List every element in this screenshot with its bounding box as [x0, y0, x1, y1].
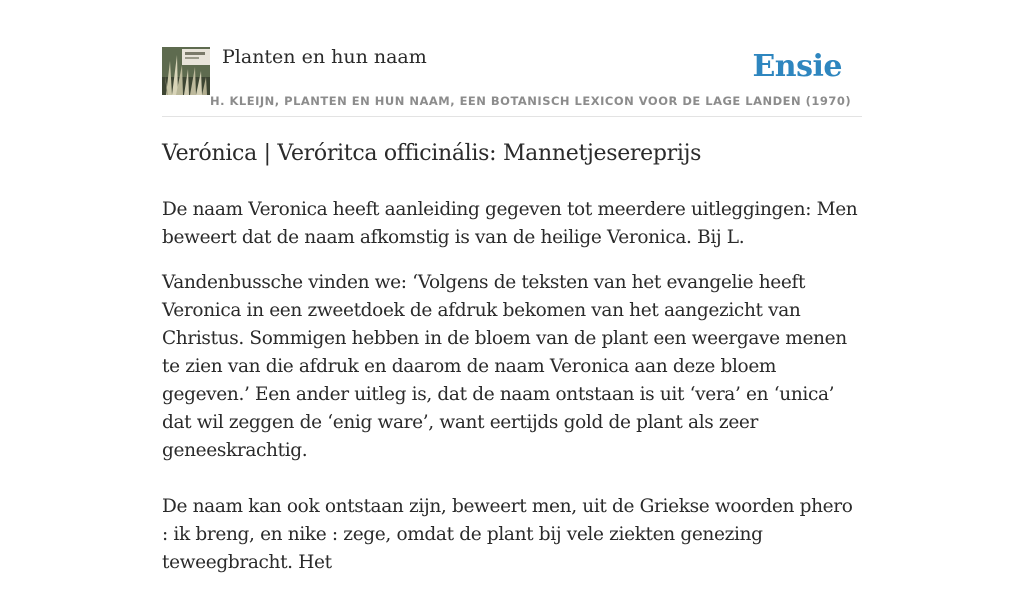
- entry-content: [162, 138, 862, 594]
- ensie-logo[interactable]: Ensie: [752, 49, 842, 84]
- header: [162, 44, 862, 117]
- entry-paragraph-2: Vandenbussche vinden we: ‘Volgens de teksten van het evangelie heeft Veronica in een zweetdoek de afdruk bekomen van het aangezicht van Christus. Sommigen hebben in de bloem van de plant een weergave menen te zien van die afdruk en daarom de naam Veronica aan deze bloem gegeven.’ Een ander uitleg is, dat de naam ontstaan is uit ‘vera’ en ‘unica’ dat wil zeggen de ‘enig ware’, want eertijds gold de plant als zeer geneeskrachtig.: [162, 272, 847, 461]
- entry-paragraph-3: De naam kan ook ontstaan zijn, beweert men, uit de Griekse woorden phero : ik breng, en nike : zege, omdat de plant bij vele ziekten genezing teweegbracht. Het: [162, 496, 853, 573]
- entry-title: Verónica | Veróritca officinális: Mannetjesereprijs: [162, 141, 702, 166]
- entry-paragraph-1: De naam Veronica heeft aanleiding gegeven tot meerdere uitleggingen: Men beweert dat de naam afkomstig is van de heilige Veronica. Bij L.: [162, 199, 858, 248]
- source-citation: H. KLEIJN, PLANTEN EN HUN NAAM, EEN BOTANISCH LEXICON VOOR DE LAGE LANDEN (1970): [210, 94, 852, 108]
- site-title[interactable]: Planten en hun naam: [222, 46, 427, 68]
- book-cover-icon[interactable]: [162, 47, 210, 95]
